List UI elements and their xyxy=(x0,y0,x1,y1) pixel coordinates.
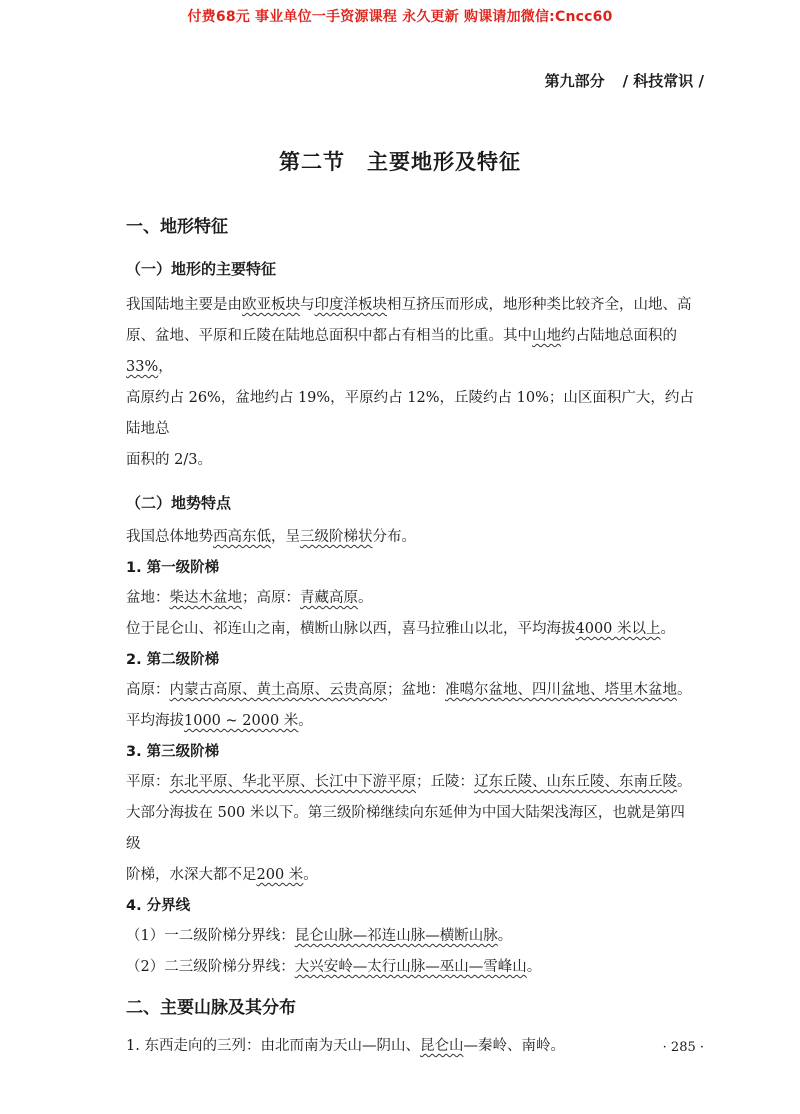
paragraph-line: 我国陆地主要是由欧亚板块与印度洋板块相互挤压而形成，地形种类比较齐全，山地、高 xyxy=(126,297,692,313)
step-heading-3: 3. 第三级阶梯 xyxy=(126,744,220,760)
paragraph-line: 我国总体地势西高东低，呈三级阶梯状分布。 xyxy=(126,529,416,545)
paragraph-line: （2）二三级阶梯分界线：大兴安岭—太行山脉—巫山—雪峰山。 xyxy=(126,959,542,975)
title-text: 主要地形及特征 xyxy=(367,150,521,174)
step-heading-1: 1. 第一级阶梯 xyxy=(126,560,220,576)
subsection-heading-1: （一）地形的主要特征 xyxy=(126,260,277,278)
paragraph-line: 高原约占 26%，盆地约占 19%，平原约占 12%，丘陵约占 10%；山区面积广大，约占陆地总 xyxy=(126,390,694,437)
paragraph-line: 平均海拔1000 ~ 2000 米。 xyxy=(126,713,313,729)
running-header xyxy=(545,70,704,91)
paragraph-line: 大部分海拔在 500 米以下。第三级阶梯继续向东延伸为中国大陆架浅海区，也就是第四级 xyxy=(126,805,685,852)
promo-banner: 付费68元 事业单位一手资源课程 永久更新 购课请加微信:Cncc60 xyxy=(187,9,613,25)
header-section: / 科技常识 / xyxy=(622,72,704,90)
page-title xyxy=(0,146,800,176)
step-heading-4: 4. 分界线 xyxy=(126,898,191,914)
page-number: · 285 · xyxy=(662,1040,704,1055)
subsection-heading-2: （二）地势特点 xyxy=(126,494,232,512)
header-part: 第九部分 xyxy=(544,72,605,90)
section-heading-1: 一、地形特征 xyxy=(126,217,228,237)
paragraph-line: 高原：内蒙古高原、黄土高原、云贵高原；盆地：准噶尔盆地、四川盆地、塔里木盆地。 xyxy=(126,682,692,698)
paragraph-line: 1. 东西走向的三列：由北而南为天山—阴山、昆仑山—秦岭、南岭。 xyxy=(126,1038,565,1054)
paragraph-line: （1）一二级阶梯分界线：昆仑山脉—祁连山脉—横断山脉。 xyxy=(126,928,513,944)
paragraph-line: 阶梯，水深大都不足200 米。 xyxy=(126,867,318,883)
paragraph-line: 盆地：柴达木盆地；高原：青藏高原。 xyxy=(126,590,373,606)
section-heading-2: 二、主要山脉及其分布 xyxy=(126,998,296,1018)
step-heading-2: 2. 第二级阶梯 xyxy=(126,652,220,668)
paragraph-line: 原、盆地、平原和丘陵在陆地总面积中都占有相当的比重。其中山地约占陆地总面积的33%， xyxy=(126,328,677,375)
title-number: 第二节 xyxy=(279,150,345,174)
paragraph-line: 面积的 2/3。 xyxy=(126,452,212,468)
main-content xyxy=(126,212,696,1062)
paragraph-line: 位于昆仑山、祁连山之南，横断山脉以西，喜马拉雅山以北，平均海拔4000 米以上。 xyxy=(126,621,676,637)
paragraph-line: 平原：东北平原、华北平原、长江中下游平原；丘陵：辽东丘陵、山东丘陵、东南丘陵。 xyxy=(126,774,692,790)
